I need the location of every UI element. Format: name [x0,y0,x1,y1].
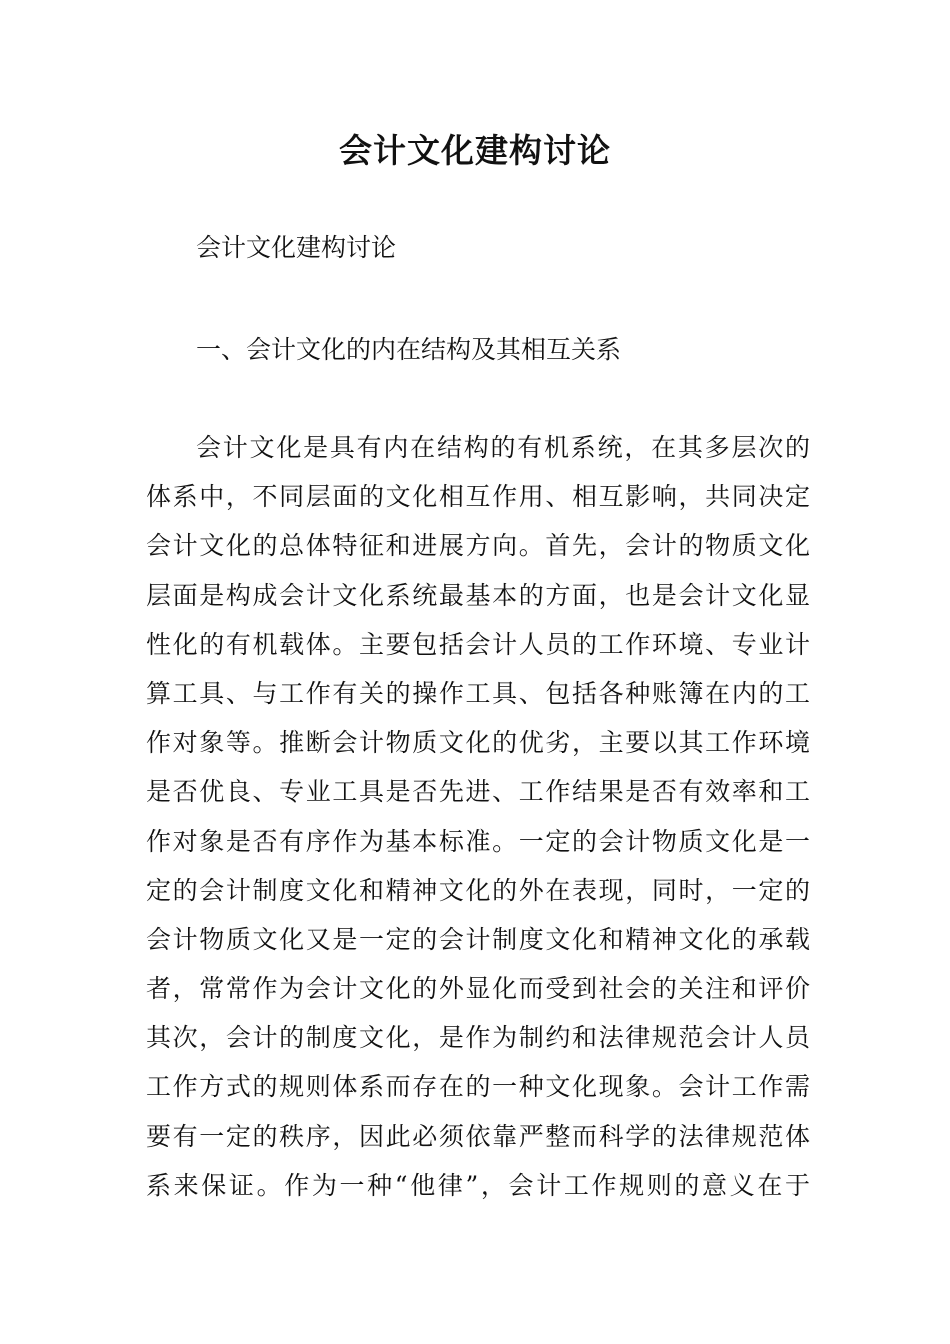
body-line: 要有一定的秩序，因此必须依靠严整而科学的法律规范体 [146,1121,810,1151]
body-paragraph [146,426,810,1213]
body-line: 会计文化是具有内在结构的有机系统，在其多层次的 [196,433,810,462]
body-line: 定的会计制度文化和精神文化的外在表现，同时，一定的 [146,875,810,905]
body-line: 会计文化的总体特征和进展方向。首先，会计的物质文化 [146,531,810,561]
document-subtitle: 会计文化建构讨论 [196,233,397,262]
section-heading: 一、会计文化的内在结构及其相互关系 [196,335,622,364]
body-line: 作对象等。推断会计物质文化的优劣，主要以其工作环境 [146,728,810,758]
body-line: 算工具、与工作有关的操作工具、包括各种账簿在内的工 [146,678,810,708]
body-line: 作对象是否有序作为基本标准。一定的会计物质文化是一 [146,826,810,856]
body-line: 是否优良、专业工具是否先进、工作结果是否有效率和工 [146,777,810,807]
body-line: 系来保证。作为一种“他律”，会计工作规则的意义在于 [146,1170,810,1200]
body-line: 体系中，不同层面的文化相互作用、相互影响，共同决定 [146,482,810,512]
body-line: 性化的有机载体。主要包括会计人员的工作环境、专业计 [146,629,810,659]
body-line: 者，常常作为会计文化的外显化而受到社会的关注和评价 [146,974,810,1004]
document-title: 会计文化建构讨论 [339,131,611,170]
body-line: 会计物质文化又是一定的会计制度文化和精神文化的承载 [146,924,810,954]
body-line: 其次，会计的制度文化，是作为制约和法律规范会计人员 [146,1023,810,1053]
body-line: 工作方式的规则体系而存在的一种文化现象。会计工作需 [146,1072,810,1102]
body-line: 层面是构成会计文化系统最基本的方面，也是会计文化显 [146,580,810,610]
